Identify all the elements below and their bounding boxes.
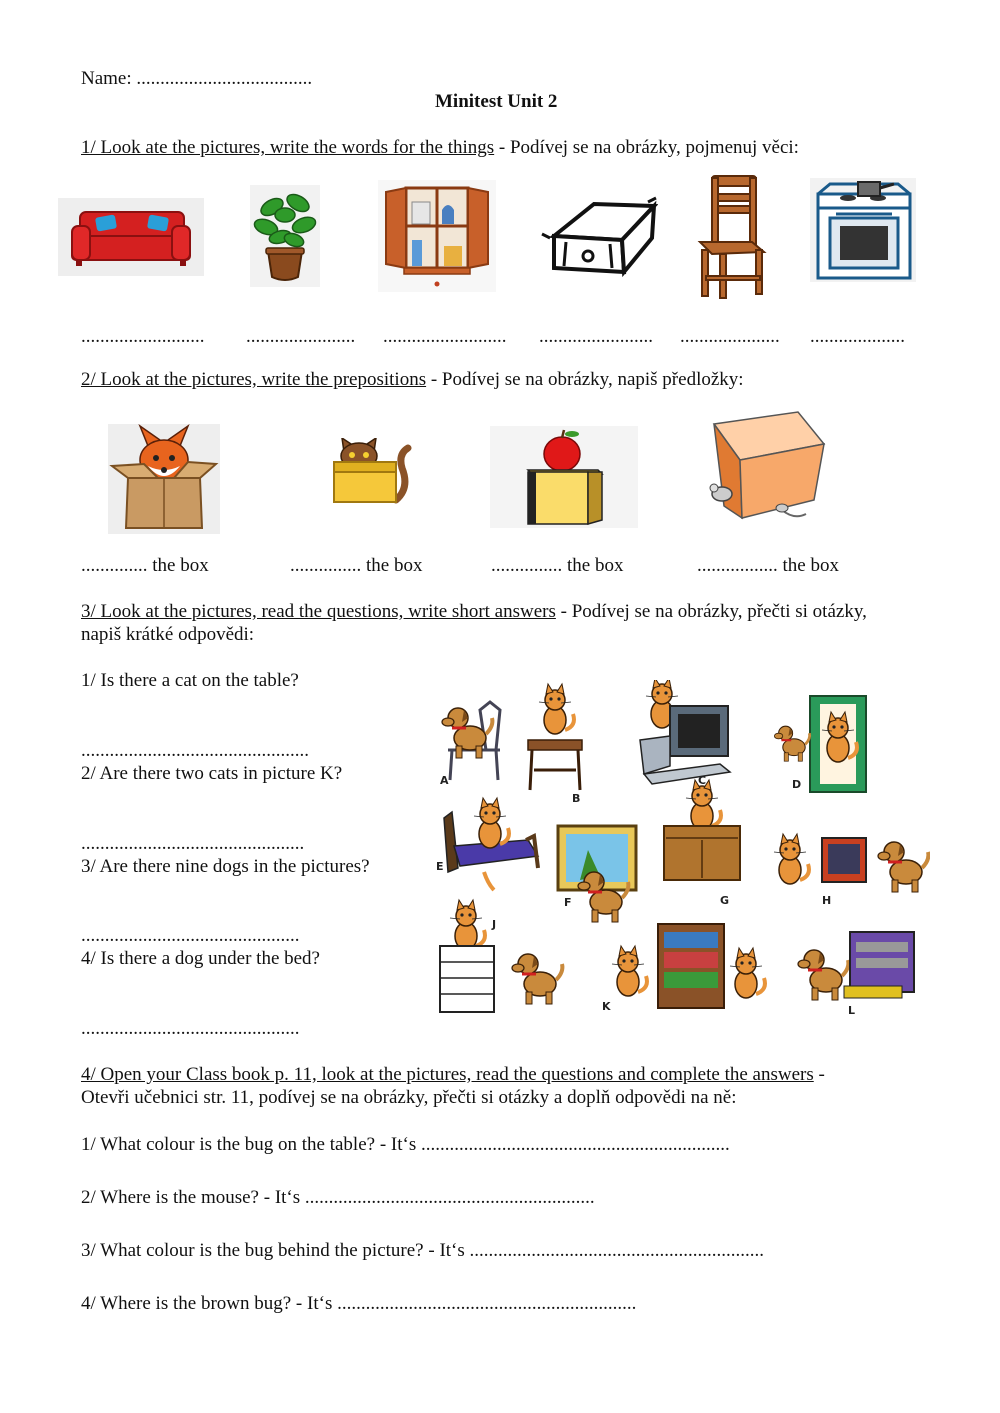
section1-heading-czech: - Podívej se na obrázky, pojmenuj věci: — [494, 137, 799, 158]
scene-label-k: K — [602, 1000, 611, 1013]
preposition-answer[interactable]: ................. the box — [697, 555, 839, 576]
section4-heading-english: 4/ Open your Class book p. 11, look at the pictures, read the questions and complete the answers — [81, 1064, 814, 1085]
scene-a-dog-chair — [442, 702, 500, 780]
scene-label-e: E — [436, 860, 444, 873]
question-3: 3/ Are there nine dogs in the pictures? — [81, 856, 370, 877]
answer-blank[interactable]: .................... — [810, 326, 905, 347]
scene-g-cat-cabinet — [664, 780, 740, 880]
scene-label-g: G — [720, 894, 730, 907]
answer-blank[interactable]: ........................ — [539, 326, 653, 347]
scene-label-l: L — [848, 1004, 856, 1017]
section3-heading — [81, 601, 867, 623]
section3-heading-czech: - Podívej se na obrázky, přečti si otázky, — [555, 601, 867, 622]
section4-heading — [81, 1064, 825, 1086]
scene-d-cat-wardrobe — [774, 696, 866, 792]
question-4: 4/ Is there a dog under the bed? — [81, 948, 320, 969]
cooker-picture — [810, 178, 916, 282]
page-title: Minitest Unit 2 — [435, 91, 558, 112]
section4-question-1[interactable]: 1/ What colour is the bug on the table? - It‘s ................................................................. — [81, 1134, 730, 1155]
section2-heading — [81, 369, 744, 391]
section4-question-4[interactable]: 4/ Where is the brown bug? - It‘s ............................................................... — [81, 1293, 637, 1314]
scene-label-f: F — [564, 896, 572, 909]
scene-j-cat-drawers-dog — [440, 900, 562, 1012]
fox-in-box-picture — [108, 424, 220, 534]
section4-question-2[interactable]: 2/ Where is the mouse? - It‘s ............................................................. — [81, 1187, 595, 1208]
scene-l-dog-stereo — [798, 932, 914, 1000]
scene-k-cats-bookcase — [612, 924, 765, 1008]
drawer-picture — [536, 196, 658, 278]
preposition-answer[interactable]: ............... the box — [491, 555, 624, 576]
scene-e-cat-bed — [444, 798, 538, 890]
scene-label-h: H — [822, 894, 832, 907]
cat-behind-box-picture — [330, 438, 412, 504]
answer-line-2[interactable]: ............................................... — [81, 833, 305, 854]
answer-blank[interactable]: ....................... — [246, 326, 356, 347]
cats-and-dogs-scene-picture — [430, 680, 930, 1020]
scene-b-cat-table — [528, 684, 582, 790]
cupboard-picture — [378, 180, 496, 292]
answer-blank[interactable]: .......................... — [383, 326, 507, 347]
preposition-answer[interactable]: .............. the box — [81, 555, 209, 576]
name-field-label: Name: ..................................... — [81, 68, 313, 89]
section4-heading-line2: Otevři učebnici str. 11, podívej se na obrázky, přečti si otázky a doplň odpovědi na ně: — [81, 1087, 737, 1108]
section1-heading — [81, 137, 799, 159]
scene-label-j: J — [492, 918, 497, 931]
scene-h-cat-tv-dog — [774, 834, 928, 892]
answer-blank[interactable]: .......................... — [81, 326, 205, 347]
section4-question-3[interactable]: 3/ What colour is the bug behind the picture? - It‘s .............................................................. — [81, 1240, 765, 1261]
scene-label-c: C — [698, 774, 707, 787]
apple-on-box-picture — [490, 426, 638, 528]
question-1: 1/ Is there a cat on the table? — [81, 670, 299, 691]
section2-heading-czech: - Podívej se na obrázky, napiš předložky: — [426, 369, 744, 390]
sofa-picture — [58, 198, 204, 276]
chair-picture — [690, 172, 770, 300]
answer-blank[interactable]: ..................... — [680, 326, 780, 347]
section4-heading-dash: - — [813, 1064, 825, 1085]
section3-heading-english: 3/ Look at the pictures, read the questions, write short answers — [81, 601, 556, 622]
plant-picture — [250, 185, 320, 287]
answer-line-1[interactable]: ................................................ — [81, 740, 309, 761]
answer-line-4[interactable]: .............................................. — [81, 1018, 300, 1039]
scene-label-b: B — [572, 792, 581, 805]
scene-label-a: A — [440, 774, 449, 787]
question-2: 2/ Are there two cats in picture K? — [81, 763, 343, 784]
answer-line-3[interactable]: .............................................. — [81, 925, 300, 946]
section1-heading-english: 1/ Look ate the pictures, write the words for the things — [81, 137, 495, 158]
section3-heading-line2: napiš krátké odpovědi: — [81, 624, 255, 645]
scene-c-cat-computer — [640, 680, 730, 784]
section2-heading-english: 2/ Look at the pictures, write the prepositions — [81, 369, 427, 390]
preposition-answer[interactable]: ............... the box — [290, 555, 423, 576]
scene-label-d: D — [792, 778, 802, 791]
mouse-under-box-picture — [702, 410, 830, 526]
